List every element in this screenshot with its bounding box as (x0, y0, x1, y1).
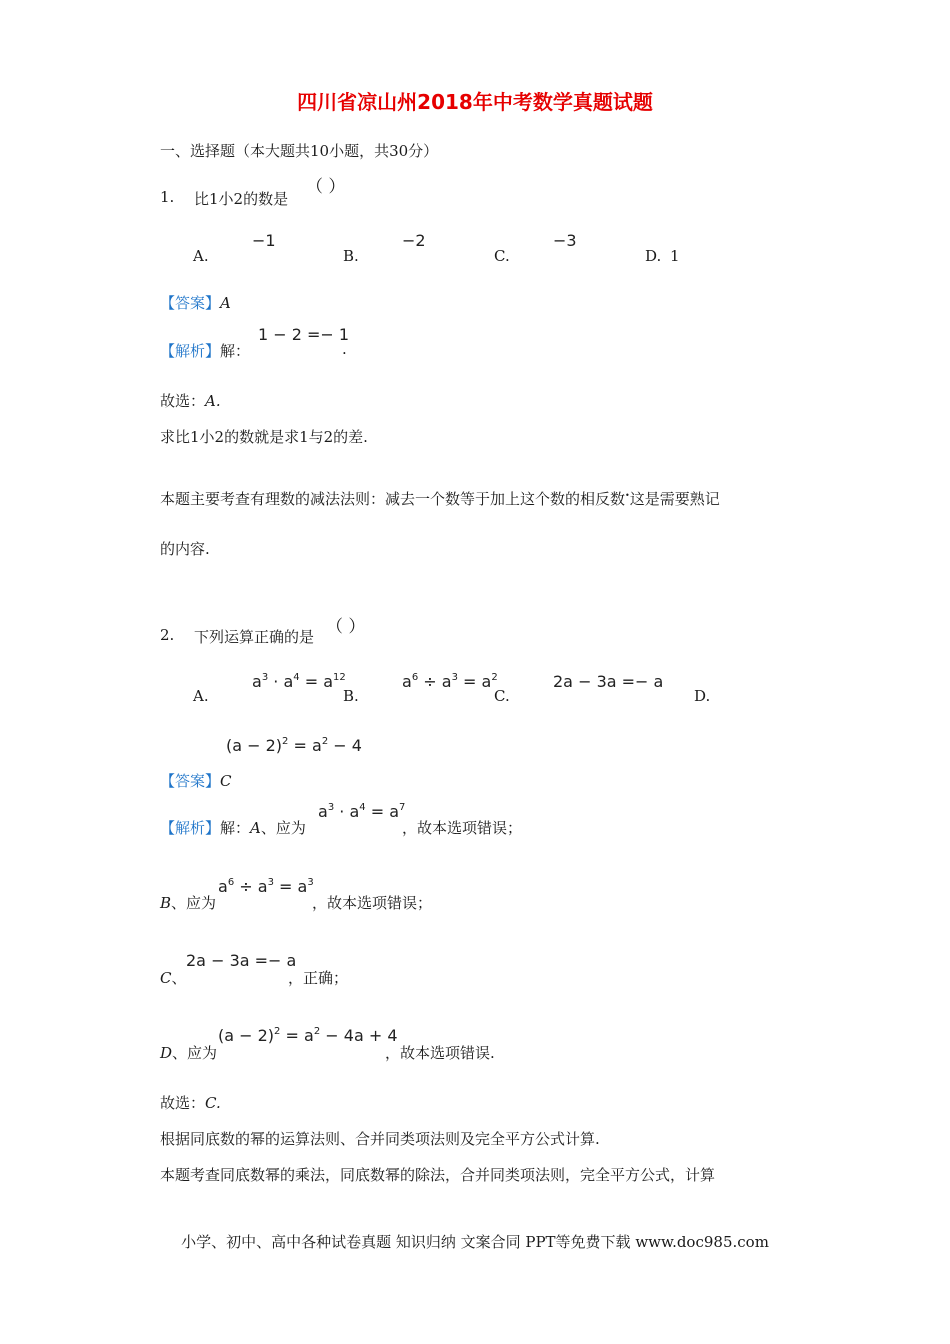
q1-comment-line2: 的内容. (160, 540, 210, 558)
q1-comment-line1b: 这是需要熟记 (629, 490, 720, 508)
q2-analysis-intro: 解： (220, 819, 251, 837)
q2-choose-prefix: 故选： (160, 1094, 206, 1112)
q2-option-a-letter: A. (193, 687, 209, 705)
q2-option-b-letter: B. (343, 687, 359, 705)
q2-a-tail: ，故本选项错误； (402, 819, 523, 837)
q1-option-b-letter: B. (343, 247, 359, 265)
q2-c-prefix: C (160, 969, 172, 987)
q2-comment: 本题考查同底数幂的乘法，同底数幂的除法，合并同类项法则，完全平方公式，计算 (160, 1166, 716, 1184)
q1-comment-line1: 本题主要考查有理数的减法法则：减去一个数等于加上这个数的相反数 (160, 490, 626, 508)
q1-option-b-math: −2 (402, 231, 426, 250)
q2-stem: 下列运算正确的是 (194, 628, 315, 646)
q2-option-b-math: $a^6 \div a^3 = a^2$ (402, 672, 498, 691)
q2-b-math: $a^6 \div a^3 = a^3$ (218, 877, 314, 896)
q1-option-d-letter: D. (645, 247, 662, 265)
q1-option-d-text: 1 (670, 247, 680, 265)
q1-paren: （ ） (306, 177, 346, 197)
q2-b-mid: 、应为 (171, 894, 217, 912)
q2-c-math: 2a − 3a =− a (186, 951, 297, 970)
q2-option-d-letter: D. (694, 687, 711, 705)
page-footer: 小学、初中、高中各种试卷真题 知识归纳 文案合同 PPT等免费下载 www.doc985.com (181, 1233, 769, 1251)
q1-option-a-letter: A. (193, 247, 209, 265)
q2-a-math: $a^3 \cdot a^4 = a^7$ (318, 802, 406, 821)
q2-answer-label: 【答案】 (160, 772, 221, 790)
q1-comment-dot: • (625, 491, 630, 500)
q2-option-c-letter: C. (494, 687, 510, 705)
q1-explanation: 求比1小2的数就是求1与2的差. (160, 428, 368, 446)
section-heading: 一、选择题（本大题共10小题，共30分） (160, 142, 439, 160)
q1-analysis-label: 【解析】 (160, 342, 221, 360)
q2-analysis-label: 【解析】 (160, 819, 221, 837)
q1-stem: 比1小2的数是 (194, 190, 289, 208)
q2-option-a-math: $a^3 \cdot a^4 = a^{12}$ (252, 672, 346, 691)
q2-d-prefix: D (160, 1044, 173, 1062)
q1-analysis-math: 1 − 2 =− 1 (258, 325, 350, 344)
q1-analysis-period: . (342, 340, 347, 358)
q2-option-d-math: $(a - 2)^2 = a^2 - 4$ (226, 736, 362, 755)
q1-option-c-letter: C. (494, 247, 510, 265)
q1-answer-value: A (220, 294, 231, 312)
q2-option-c-math: 2a − 3a =− a (553, 672, 664, 691)
q1-choose-value: A. (205, 392, 221, 410)
q2-d-math: $(a - 2)^2 = a^2 - 4a + 4$ (218, 1026, 398, 1045)
q2-d-mid: 、应为 (172, 1044, 218, 1062)
q2-number: 2. (160, 626, 175, 644)
q2-paren: （ ） (326, 617, 366, 637)
q1-number: 1. (160, 188, 175, 206)
q2-c-mid: 、 (171, 969, 187, 987)
page-title: 四川省凉山州2018年中考数学真题试题 (297, 90, 653, 114)
q2-explanation: 根据同底数的幂的运算法则、合并同类项法则及完全平方公式计算. (160, 1130, 600, 1148)
q1-answer-label: 【答案】 (160, 294, 221, 312)
q2-c-tail: ，正确； (288, 969, 349, 987)
q2-d-tail: ，故本选项错误. (385, 1044, 495, 1062)
q2-choose-value: C. (205, 1094, 221, 1112)
q2-a-prefix: A (250, 819, 261, 837)
q2-answer-value: C (220, 772, 232, 790)
q1-option-c-math: −3 (553, 231, 577, 250)
q2-b-prefix: B (160, 894, 172, 912)
q2-b-tail: ，故本选项错误； (312, 894, 433, 912)
q1-choose-prefix: 故选： (160, 392, 206, 410)
q1-analysis-intro: 解： (220, 342, 251, 360)
q1-option-a-math: −1 (252, 231, 276, 250)
q2-a-mid: 、应为 (260, 819, 306, 837)
